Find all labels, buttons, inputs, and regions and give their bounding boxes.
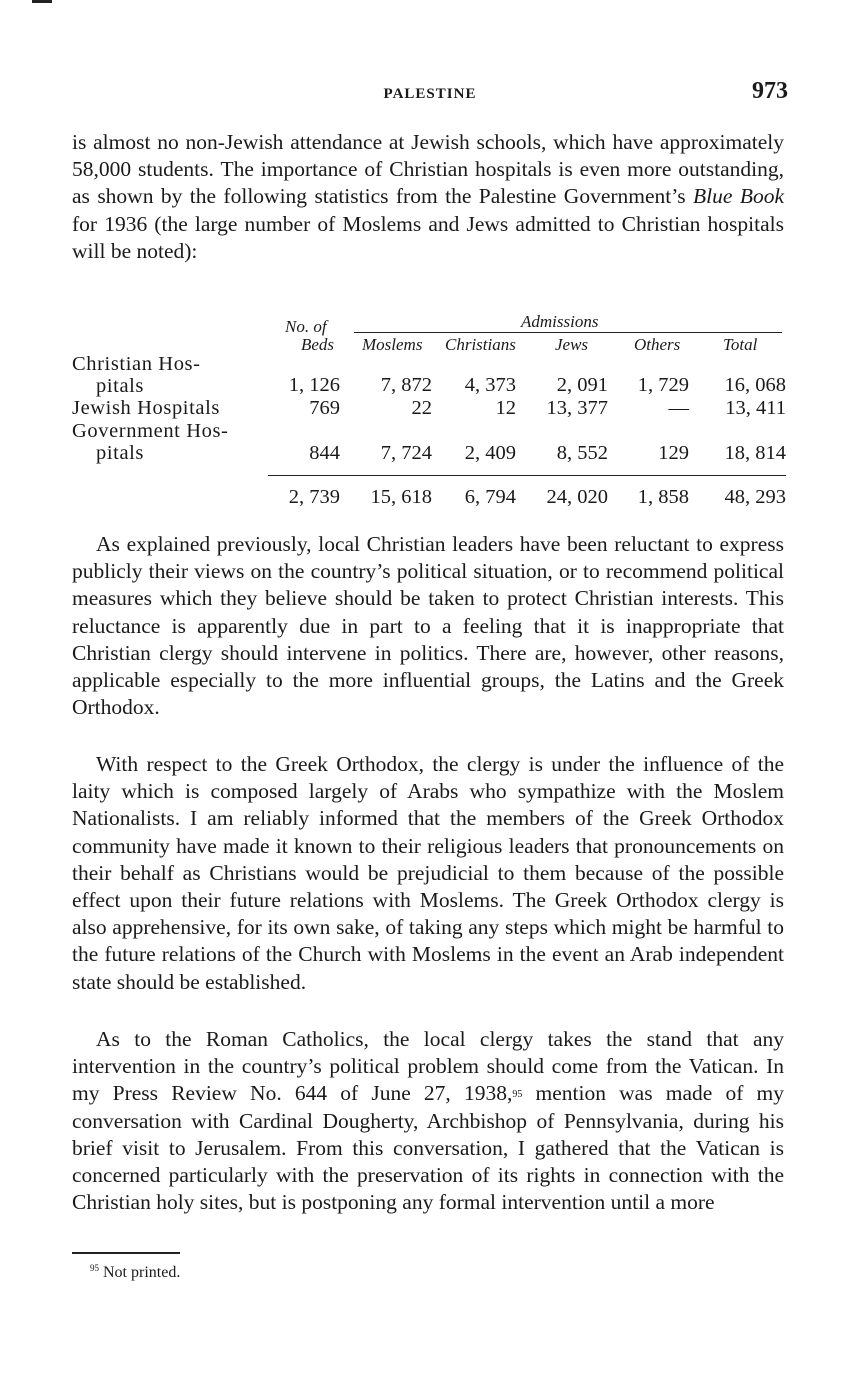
beds-header-line2: Beds xyxy=(301,335,335,354)
cell-jewish-christians: 12 xyxy=(495,397,516,419)
paragraph-4 xyxy=(72,1026,784,1216)
running-head xyxy=(72,78,788,114)
cell-government-christians: 2, 409 xyxy=(464,442,516,464)
total-christians: 6, 794 xyxy=(464,486,516,508)
page-number: 973 xyxy=(752,78,788,104)
total-total: 48, 293 xyxy=(724,486,786,508)
hospital-statistics-table xyxy=(72,312,788,517)
footnote xyxy=(90,1264,180,1282)
cell-jewish-total: 13, 411 xyxy=(725,397,786,419)
total-beds: 2, 739 xyxy=(288,486,340,508)
running-title: PALESTINE xyxy=(383,86,477,102)
paragraph-3: With respect to the Greek Orthodox, the clergy is under the influence of the laity which is composed largely of Arabs who sympathize with the Moslem Nationalists. I am reliably informed that the members of the Greek Orthodox community have made it known to their religious leaders that pronouncements on their behalf as Christians would be prejudicial to them because of the possible effect upon their future relations with Moslems. The Greek Orthodox clergy is also apprehensive, for its own sake, of taking any steps which might be harmful to the future relations of the Church with Moslems in the event an Arab independent state should be established. xyxy=(72,752,784,994)
total-jews: 24, 020 xyxy=(546,486,608,508)
col-header-total: Total xyxy=(723,335,758,354)
footnote-rule xyxy=(72,1252,180,1254)
cell-christian-jews: 2, 091 xyxy=(556,374,608,396)
row-label-government-hospitals: Government Hos- xyxy=(72,420,229,442)
row-label-christian-hospitals-cont: pitals xyxy=(96,375,145,397)
row-label-christian-hospitals: Christian Hos- xyxy=(72,353,201,375)
totals-rule xyxy=(268,475,786,476)
footnote-text: Not printed. xyxy=(99,1264,181,1281)
blue-book-title: Blue Book xyxy=(693,184,784,209)
beds-header-line1: No. of xyxy=(285,317,327,336)
cell-jewish-jews: 13, 377 xyxy=(546,397,608,419)
paragraph-1-text-end: for 1936 (the large number of Moslems and Jews admitted to Christian hospitals will be noted): xyxy=(72,211,784,263)
paragraph-2: As explained previously, local Christian leaders have been reluctant to express publicly their views on the country’s political situation, or to recommend political measures which they believe should be taken to protect Christian interests. This reluctance is apparently due in part to a feeling that it is inappropriate that Christian clergy should intervene in politics. There are, however, other reasons, applicable especially to the more influential groups, the Latins and the Greek Orthodox. xyxy=(72,532,784,720)
cell-jewish-moslems: 22 xyxy=(411,397,432,419)
paragraph-4-text-end: mention was made of my conversation with Cardinal Dougherty, Archbishop of Pennsylvania, during his brief visit to Jerusalem. From this conversation, I gathered that the Vatican is concerned particularly with the preservation of its rights in connection with the Christian holy sites, but is postponing any formal intervention until a more xyxy=(72,1081,785,1215)
cell-christian-total: 16, 068 xyxy=(724,374,786,396)
total-others: 1, 858 xyxy=(637,486,689,508)
col-header-moslems: Moslems xyxy=(362,335,423,354)
corner-mark xyxy=(32,0,52,3)
cell-christian-christians: 4, 373 xyxy=(464,374,516,396)
row-label-government-hospitals-cont: pitals xyxy=(96,442,145,464)
paragraph-1 xyxy=(72,129,784,265)
row-label-jewish-hospitals: Jewish Hospitals xyxy=(72,397,220,419)
cell-government-jews: 8, 552 xyxy=(556,442,608,464)
col-header-christians: Christians xyxy=(445,335,516,354)
admissions-header-rule xyxy=(354,332,782,333)
cell-government-moslems: 7, 724 xyxy=(380,442,432,464)
total-moslems: 15, 618 xyxy=(370,486,432,508)
cell-jewish-beds: 769 xyxy=(309,397,340,419)
cell-government-others: 129 xyxy=(658,442,689,464)
cell-government-total: 18, 814 xyxy=(724,442,786,464)
cell-government-beds: 844 xyxy=(309,442,340,464)
cell-christian-others: 1, 729 xyxy=(637,374,689,396)
cell-christian-beds: 1, 126 xyxy=(288,374,340,396)
col-header-jews: Jews xyxy=(555,335,589,354)
paragraph-1-text: is almost no non-Jewish attendance at Jewish schools, which have approximately 58,000 students. The importance of Christian hospitals is even more outstanding, as shown by the following statistics from the Palestine Government’s xyxy=(72,130,784,209)
col-header-others: Others xyxy=(634,335,681,354)
cell-christian-moslems: 7, 872 xyxy=(380,374,432,396)
cell-jewish-others: — xyxy=(668,397,689,419)
footnote-marker: 95 xyxy=(90,1263,99,1273)
admissions-header: Admissions xyxy=(521,312,599,331)
paragraph-4-text: As to the Roman Catholics, the local clergy takes the stand that any intervention in the country’s political problem should come from the Vatican. In my Press Review No. 644 of June 27, 1938, xyxy=(72,1027,784,1106)
footnote-reference: 95 xyxy=(512,1089,523,1101)
